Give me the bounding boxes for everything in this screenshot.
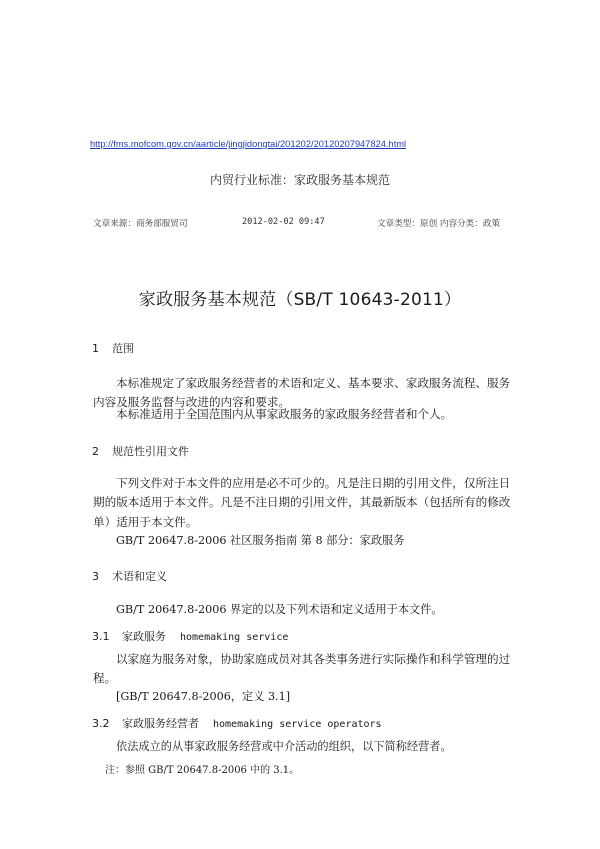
section-number: 3.2 xyxy=(92,717,110,730)
section-3-1-paragraph-1: 以家庭为服务对象，协助家庭成员对其各类事务进行实际操作和科学管理的过程。 xyxy=(93,652,511,686)
section-label: 范围 xyxy=(112,342,134,355)
article-source: 文章来源：商务部服贸司 xyxy=(93,219,188,229)
section-label: 术语和定义 xyxy=(112,570,167,583)
section-3-2-heading xyxy=(92,715,382,731)
article-subtitle: 内贸行业标准：家政服务基本规范 xyxy=(209,173,390,187)
section-label: 家政服务经营者 xyxy=(122,717,199,730)
section-number: 1 xyxy=(92,342,99,355)
article-type: 文章类型：原创 内容分类：政策 xyxy=(377,219,501,229)
document-title: 家政服务基本规范（SB/T 10643-2011） xyxy=(138,290,462,310)
section-3-2-paragraph-1: 依法成立的从事家政服务经营或中介活动的组织，以下简称经营者。 xyxy=(116,740,452,753)
section-2-heading xyxy=(92,443,189,459)
section-3-paragraph-1: GB/T 20647.8-2006 界定的以及下列术语和定义适用于本文件。 xyxy=(116,603,443,616)
section-1-paragraph-2: 本标准适用于全国范围内从事家政服务的家政服务经营者和个人。 xyxy=(116,407,453,421)
section-label: 规范性引用文件 xyxy=(112,445,189,458)
section-3-1-heading xyxy=(92,628,288,644)
section-number: 3.1 xyxy=(92,630,110,643)
source-url-link[interactable]: http://fms.mofcom.gov.cn/aarticle/jingjidongtai/201202/20120207947824.html xyxy=(90,139,407,149)
article-date: 2012-02-02 09:47 xyxy=(242,217,325,227)
section-3-1-reference: [GB/T 20647.8-2006，定义 3.1] xyxy=(116,690,291,703)
section-label-english: homemaking service operators xyxy=(213,719,382,730)
section-3-2-note: 注：参照 GB/T 20647.8-2006 中的 3.1。 xyxy=(105,765,300,776)
section-label: 家政服务 xyxy=(122,630,166,643)
section-2-paragraph-1: 下列文件对于本文件的应用是必不可少的。凡是注日期的引用文件，仅所注日期的版本适用于本文件。凡是不注日期的引用文件，其最新版本（包括所有的修改单）适用于本文件。 xyxy=(93,476,511,529)
section-label-english: homemaking service xyxy=(180,632,289,643)
section-number: 2 xyxy=(92,445,99,458)
section-1-paragraph-1: 本标准规定了家政服务经营者的术语和定义、基本要求、家政服务流程、服务内容及服务监督与改进的内容和要求。 xyxy=(93,376,511,410)
section-1-heading xyxy=(92,340,134,356)
section-3-heading xyxy=(92,568,167,584)
section-number: 3 xyxy=(92,570,99,583)
section-2-reference: GB/T 20647.8-2006 社区服务指南 第 8 部分：家政服务 xyxy=(116,534,405,547)
